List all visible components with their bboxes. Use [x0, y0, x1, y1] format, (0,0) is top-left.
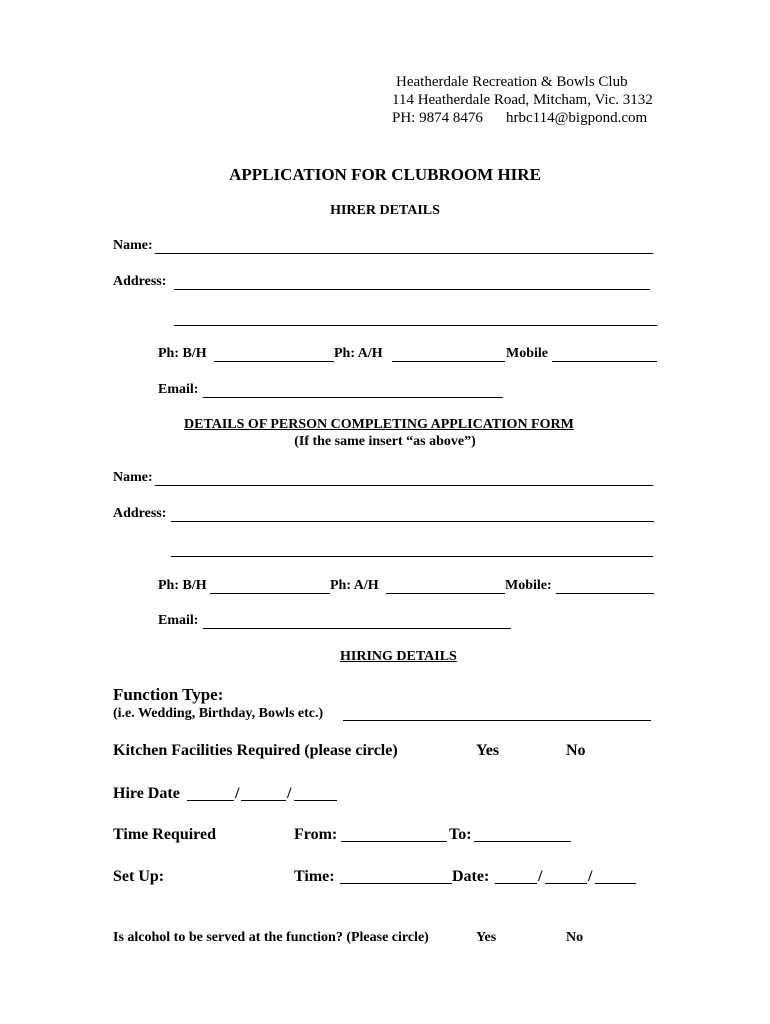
hirer-ph-bh-field[interactable] — [214, 347, 334, 362]
person-address-field-2[interactable] — [171, 542, 653, 557]
from-time-field[interactable] — [341, 826, 447, 842]
club-name: Heatherdale Recreation & Bowls Club — [396, 74, 628, 90]
hirer-details-heading: HIRER DETAILS — [330, 203, 440, 218]
person-details-note: (If the same insert “as above”) — [294, 434, 476, 449]
hirer-ph-ah-label: Ph: A/H — [334, 346, 383, 361]
to-label: To: — [449, 826, 472, 843]
hirer-email-label: Email: — [158, 382, 199, 397]
hirer-ph-bh-label: Ph: B/H — [158, 346, 207, 361]
person-ph-bh-label: Ph: B/H — [158, 578, 207, 593]
person-mobile-label: Mobile: — [505, 578, 552, 593]
hire-date-month-field[interactable] — [241, 785, 286, 801]
hirer-email-field[interactable] — [203, 383, 503, 398]
function-type-label: Function Type: — [113, 685, 224, 704]
person-address-label: Address: — [113, 506, 167, 521]
hiring-details-heading: HIRING DETAILS — [340, 649, 457, 664]
hire-date-day-field[interactable] — [187, 785, 234, 801]
hire-date-sep-2: / — [287, 785, 292, 802]
person-address-field[interactable] — [171, 507, 654, 522]
hirer-mobile-label: Mobile — [506, 346, 548, 361]
person-ph-bh-field[interactable] — [210, 579, 330, 594]
person-email-label: Email: — [158, 613, 199, 628]
form-title: APPLICATION FOR CLUBROOM HIRE — [229, 165, 541, 184]
setup-date-year-field[interactable] — [595, 868, 636, 884]
function-type-example: (i.e. Wedding, Birthday, Bowls etc.) — [113, 706, 324, 721]
hire-date-sep-1: / — [235, 785, 240, 802]
setup-date-label: Date: — [452, 868, 490, 885]
kitchen-no-option[interactable]: No — [566, 742, 586, 759]
club-email: hrbc114@bigpond.com — [506, 110, 648, 126]
setup-date-sep-2: / — [588, 868, 593, 885]
person-details-heading: DETAILS OF PERSON COMPLETING APPLICATION FORM — [184, 417, 574, 432]
hire-date-year-field[interactable] — [294, 785, 337, 801]
alcohol-no-option[interactable]: No — [566, 930, 584, 945]
kitchen-label: Kitchen Facilities Required (please circle) — [113, 742, 398, 759]
setup-date-month-field[interactable] — [545, 868, 587, 884]
club-phone: PH: 9874 8476 — [392, 110, 483, 126]
hirer-address-field-2[interactable] — [174, 311, 657, 326]
time-required-label: Time Required — [113, 826, 216, 843]
function-type-field[interactable] — [343, 706, 651, 721]
hirer-name-field[interactable] — [155, 239, 653, 254]
setup-label: Set Up: — [113, 868, 165, 885]
kitchen-yes-option[interactable]: Yes — [476, 742, 500, 759]
setup-date-sep-1: / — [538, 868, 543, 885]
person-ph-ah-label: Ph: A/H — [330, 578, 379, 593]
person-email-field[interactable] — [203, 614, 511, 629]
to-time-field[interactable] — [474, 826, 571, 842]
setup-date-day-field[interactable] — [495, 868, 537, 884]
hirer-ph-ah-field[interactable] — [392, 347, 505, 362]
person-ph-ah-field[interactable] — [386, 579, 505, 594]
person-name-label: Name: — [113, 470, 153, 485]
person-mobile-field[interactable] — [556, 579, 654, 594]
setup-time-field[interactable] — [340, 868, 452, 884]
person-name-field[interactable] — [155, 471, 653, 486]
alcohol-label: Is alcohol to be served at the function? (Please circle) — [113, 930, 429, 945]
setup-time-label: Time: — [294, 868, 335, 885]
hirer-address-field[interactable] — [174, 275, 650, 290]
alcohol-yes-option[interactable]: Yes — [476, 930, 497, 945]
from-label: From: — [294, 826, 338, 843]
club-address: 114 Heatherdale Road, Mitcham, Vic. 3132 — [392, 92, 653, 108]
hirer-mobile-field[interactable] — [552, 347, 657, 362]
hirer-address-label: Address: — [113, 274, 167, 289]
hire-date-label: Hire Date — [113, 785, 180, 802]
hirer-name-label: Name: — [113, 238, 153, 253]
